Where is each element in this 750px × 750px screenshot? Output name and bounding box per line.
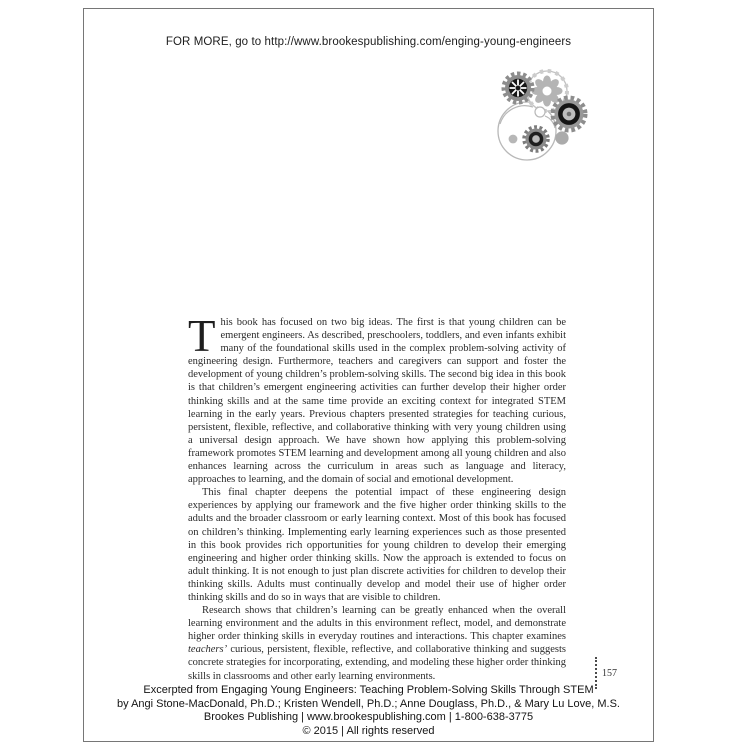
- page-number: 157: [602, 667, 617, 679]
- footer-credit: [84, 684, 653, 738]
- paragraph-3-tail: curious, persistent, flexible, reflective, and collaborative thinking and suggests concrete strategies for incorporating, extending, and modeling these higher order thinking skills in classrooms and other early learning environments.: [188, 644, 566, 682]
- paragraph-1-text: his book has focused on two big ideas. The first is that young children can be emergent engineers. As described, preschoolers, toddlers, and even infants exhibit many of the foundational skills used in the complex problem-solving activity of engineering design. Furthermore, teachers and caregivers can support and foster the development of young children’s problem-solving skills. The second big idea in this book is that children’s emergent engineering activities can further develop their higher order thinking skills and at the same time provide an exciting context for integrated STEM learning in the early years. Previous chapters presented strategies for teaching curious, persistent, flexible, reflective, and collaborative thinking with very young children using a universal design approach. We have shown how applying this problem-solving framework promotes STEM learning and development among all young children and also enhances learning across the curriculum in areas such as language and literacy, approaches to learning, and the domain of social and emotional development.: [188, 317, 566, 486]
- book-page: [83, 8, 654, 742]
- footer-line-publisher: Brookes Publishing | www.brookespublishing.com | 1-800-638-3775: [203, 711, 534, 724]
- header-note: FOR MORE, go to http://www.brookespublishing.com/enging-young-engineers: [165, 36, 572, 48]
- gears-illustration: [471, 59, 621, 181]
- footer-line-title: Excerpted from Engaging Young Engineers: Teaching Problem-Solving Skills Through STEM: [143, 684, 594, 697]
- gears-icon: [471, 59, 621, 181]
- paragraph-2: This final chapter deepens the potential impact of these engineering design experiences by applying our framework and the five higher order thinking skills to the adults and the broader classroom or early learning context. Most of this book has focused on children’s thinking. Implementing early learning experiences such as those presented in this book provides rich opportunities for young children to develop their emerging engineering and higher order thinking skills. Now the approach is extended to focus on adult thinking. It is not enough to just plan discrete activities for children to develop their thinking skills. Adults must continually develop and model their use of higher order thinking skills and do so in ways that are visible to children.: [188, 487, 566, 603]
- drop-cap: T: [188, 311, 216, 361]
- paragraph-3-italic: teachers’: [188, 644, 228, 656]
- footer-line-authors: by Angi Stone-MacDonald, Ph.D.; Kristen Wendell, Ph.D.; Anne Douglass, Ph.D., & Mary Lu Love, M.S.: [117, 697, 620, 710]
- footer-line-copyright: © 2015 | All rights reserved: [302, 724, 435, 737]
- body-text: [188, 311, 566, 683]
- paragraph-1: [188, 311, 566, 486]
- paragraph-3: [188, 604, 566, 683]
- paragraph-3-lead: Research shows that children’s learning can be greatly enhanced when the overall learning environment and the adults in this environment reflect, model, and demonstrate higher order thinking skills in everyday routines and interactions. This chapter examines: [188, 605, 566, 643]
